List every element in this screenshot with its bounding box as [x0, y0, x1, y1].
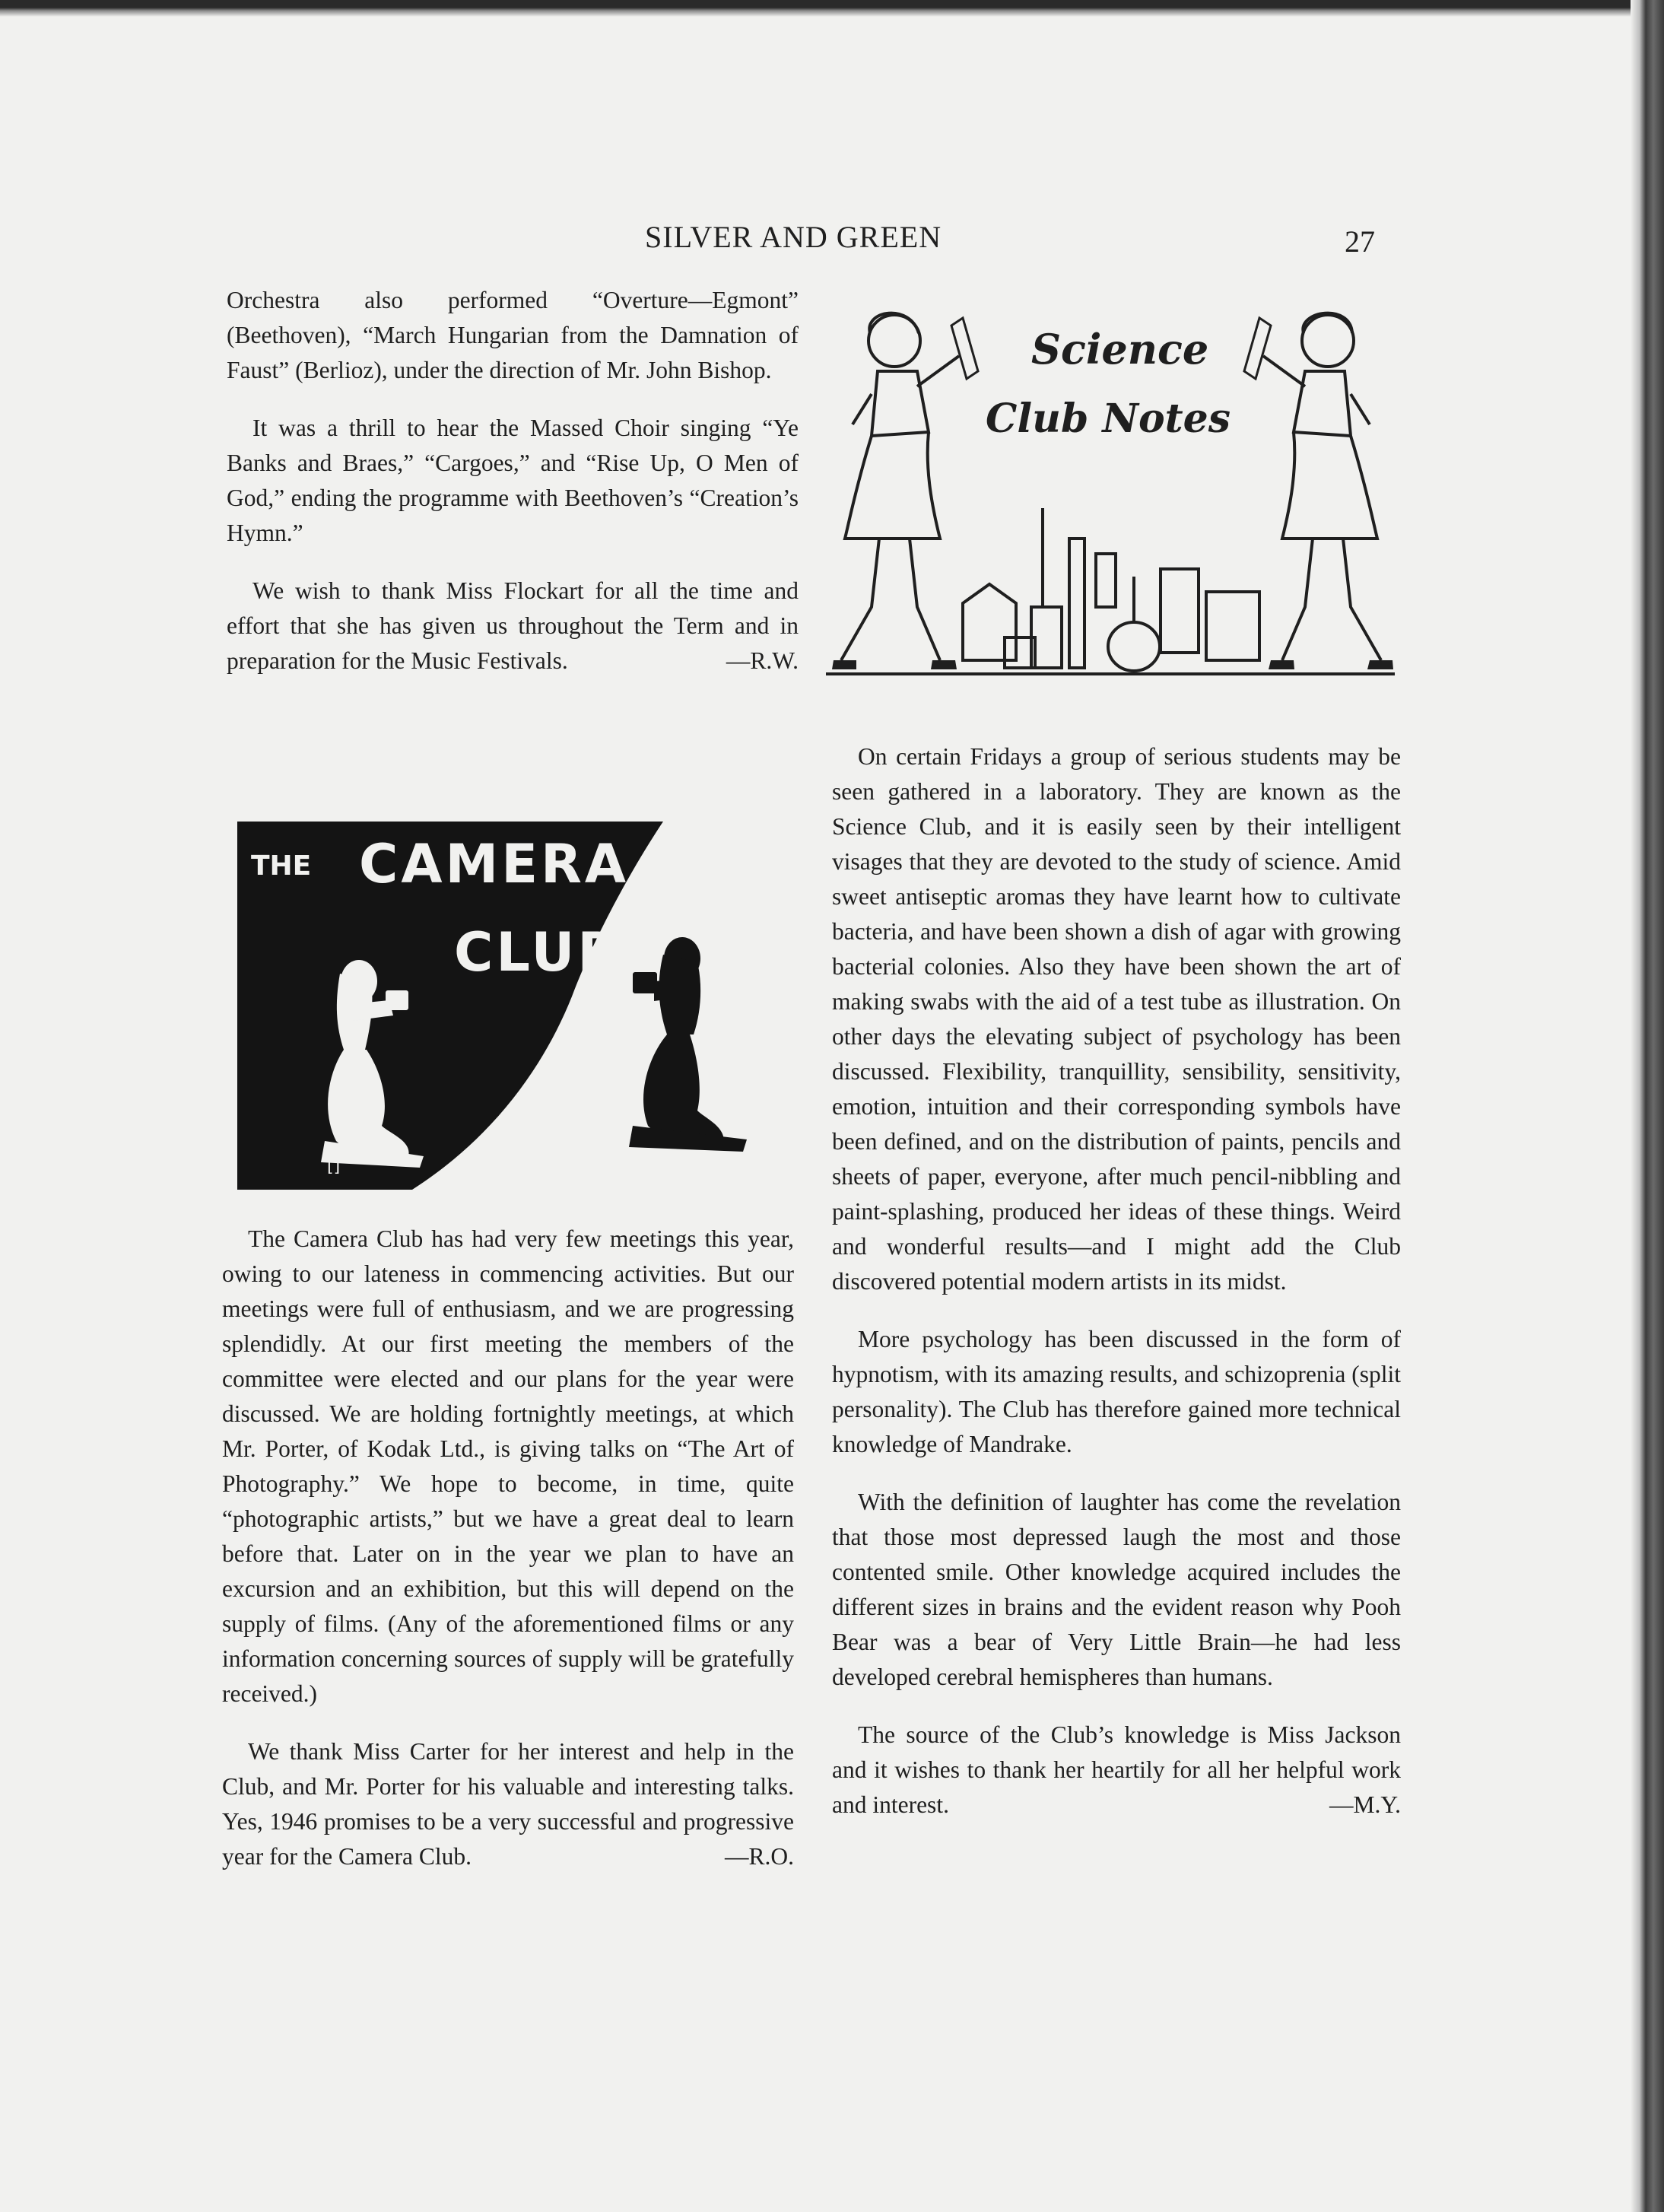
- music-article: [227, 283, 799, 701]
- music-paragraph-1: Orchestra also performed “Overture—Egmont” (Beethoven), “March Hungarian from the Damnation of Faust” (Berlioz), under the direction of Mr. John Bishop.: [227, 287, 799, 383]
- page-binding-edge: [1631, 0, 1664, 2212]
- science-club-heading-line2: Club Notes: [986, 396, 1231, 442]
- girl-left-shoes: [832, 660, 957, 669]
- science-paragraph-4-text: The source of the Club’s knowledge is Miss Jackson and it wishes to thank her heartily for all her helpful work and interest.: [832, 1721, 1401, 1818]
- science-paragraph-1: On certain Fridays a group of serious students may be seen gathered in a laboratory. They are known as the Science Club, and it is easily seen by their intelligent visages that they are devoted to the study of science. Amid sweet antiseptic aromas they have learnt how to cultivate bacteria, and have been shown a dish of agar with growing bacterial colonies. Also they have been shown the art of making swabs with the aid of a test tube as illustration. On other days the elevating subject of psychology has been discussed. Flexibility, tranquillity, sensibility, sensitivity, emotion, intuition and their corresponding symbols have been defined, and on the distribution of paints, pencils and sheets of paper, everyone, after much pencil-nibbling and paint-splashing, produced her ideas of these things. Weird and wonderful results—and I might add the Club discovered potential modern artists in its midst.: [832, 743, 1401, 1295]
- camera-paragraph-2-text: We thank Miss Carter for her interest and help in the Club, and Mr. Porter for his valuable and interesting talks. Yes, 1946 promises to be a very successful and progressive year for the Camera Club.: [222, 1738, 794, 1870]
- music-paragraph-3-text: We wish to thank Miss Flockart for all the time and effort that she has given us throughout the Term and in preparation for the Music Festivals.: [227, 577, 799, 674]
- artist-monogram: []: [327, 1157, 341, 1176]
- science-signature: —M.Y.: [1329, 1791, 1401, 1818]
- science-club-article: [832, 739, 1401, 1845]
- science-paragraph-2: More psychology has been discussed in the form of hypnotism, with its amazing results, and schizoprenia (split personality). The Club has therefore gained more technical knowledge of Mandrake.: [832, 1326, 1402, 1457]
- girl-right: [1263, 313, 1381, 660]
- camera-paragraph-1: The Camera Club has had very few meetings this year, owing to our lateness in commencing activities. But our meetings were full of enthusiasm, and we are progressing splendidly. At our first meeting the members of the committee were elected and our plans for the year were discussed. We are holding fortnightly meetings, at which Mr. Porter, of Kodak Ltd., is giving talks on “The Art of Photography.” We hope to become, in time, quite “photographic artists,” but we have a great deal to learn before that. Later on in the year we plan to have an excursion and an exhibition, but this will depend on the supply of films. (Any of the aforementioned films or any information concerning sources of supply will be gratefully received.): [222, 1225, 794, 1707]
- science-club-illustration: [826, 303, 1395, 709]
- music-paragraph-2: It was a thrill to hear the Massed Choir singing “Ye Banks and Braes,” “Cargoes,” and “Rise Up, O Men of God,” ending the programme with Beethoven’s “Creation’s Hymn.”: [227, 415, 799, 546]
- camera-club-heading-the: THE: [251, 850, 312, 882]
- girl-left: [841, 313, 959, 660]
- girl-right-shoes: [1269, 660, 1393, 669]
- running-header: SILVER AND GREEN: [645, 220, 942, 254]
- science-paragraph-3: With the definition of laughter has come the revelation that those most depressed laugh the most and those contented smile. Other knowledge acquired includes the different sizes in brains and the evident reason why Pooh Bear was a bear of Very Little Brain—he had less developed cerebral hemispheres than humans.: [832, 1489, 1401, 1690]
- camera-paragraph-2: [222, 1734, 794, 1874]
- science-club-heading-line1: Science: [1031, 325, 1209, 373]
- camera-club-heading-club: CLUB: [454, 921, 621, 984]
- lab-glassware: [963, 508, 1259, 671]
- camera-club-illustration: [237, 822, 799, 1190]
- floor-line: [826, 672, 1395, 675]
- camera-club-article: [222, 1222, 794, 1897]
- camera-signature: —R.O.: [724, 1843, 794, 1870]
- science-paragraph-4: [832, 1718, 1401, 1823]
- page-number: 27: [1345, 224, 1375, 259]
- page-top-edge: [0, 0, 1664, 17]
- music-signature: —R.W.: [726, 647, 799, 674]
- music-paragraph-3: [227, 574, 799, 679]
- camera-club-heading-camera: CAMERA: [359, 833, 630, 895]
